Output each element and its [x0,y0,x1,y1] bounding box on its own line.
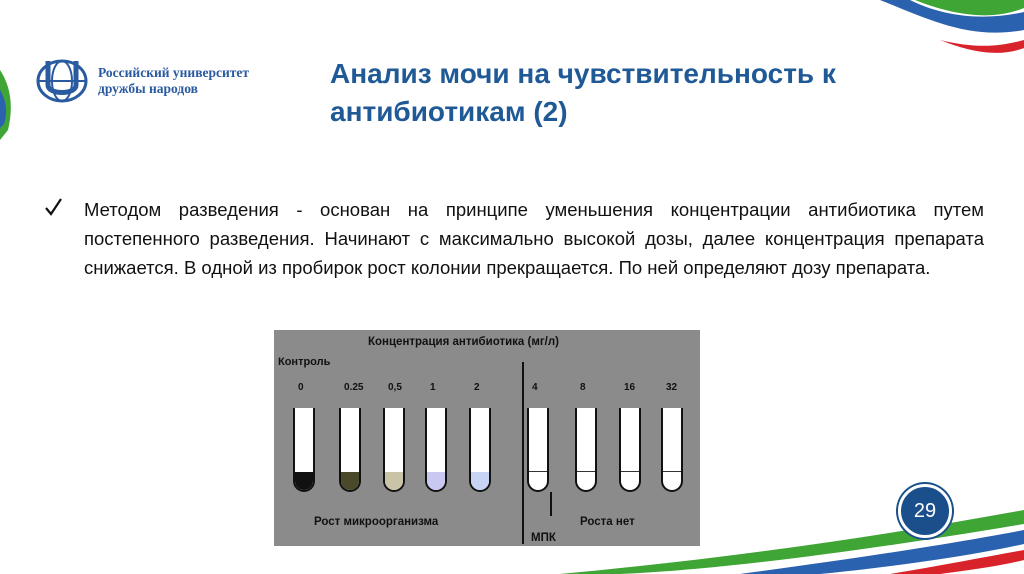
tube-contents [341,472,359,490]
tube-concentration-label: 8 [580,382,586,393]
tube-contents [295,472,313,490]
figure-heading: Концентрация антибиотика (мг/л) [368,336,559,348]
university-name-line2: дружбы народов [98,81,198,96]
test-tube [469,408,491,492]
globe-emblem-icon [34,55,90,105]
test-tube [661,408,683,492]
growth-label: Рост микроорганизма [314,516,439,528]
tube-concentration-label: 2 [474,382,480,393]
tube-fluid-level [577,471,595,472]
tube-concentration-label: 0 [298,382,304,393]
page-number-badge: 29 [898,484,952,538]
mpk-label: МПК [531,532,556,544]
control-label: Контроль [278,356,331,368]
slide-title: Анализ мочи на чувствительность к антибиотикам (2) [330,58,836,127]
tube-fluid-level [621,471,639,472]
tube-concentration-label: 16 [624,382,636,393]
test-tube [527,408,549,492]
test-tube [383,408,405,492]
tube-fluid-level [663,471,681,472]
dilution-figure [274,330,700,546]
test-tube [619,408,641,492]
test-tube [575,408,597,492]
university-logo [34,55,294,105]
left-decoration [0,50,30,150]
university-name-line1: Российский университет [98,65,250,80]
tube-concentration-label: 0,5 [388,382,402,393]
bullet-text: Методом разведения - основан на принципе уменьшения концентрации антибиотика путем постепенного разведения. Начинают с максимально высокой дозы, далее концентрация препарата снижается. В одной из пробирок рост колонии прекращается. По ней определяют дозу препарата. [84,199,984,278]
test-tube [425,408,447,492]
tube-concentration-label: 32 [666,382,678,393]
divider-line [522,362,524,544]
tube-contents [385,472,403,490]
tube-concentration-label: 1 [430,382,436,393]
checkmark-icon [44,195,64,219]
tube-concentration-label: 0.25 [344,382,364,393]
bullet-item [44,195,984,282]
tube-fluid-level [529,471,547,472]
tube-contents [427,472,445,490]
tube-contents [471,472,489,490]
no-growth-label: Роста нет [580,516,635,528]
mpk-pointer [550,492,552,516]
test-tube [339,408,361,492]
tube-concentration-label: 4 [532,382,538,393]
test-tube [293,408,315,492]
